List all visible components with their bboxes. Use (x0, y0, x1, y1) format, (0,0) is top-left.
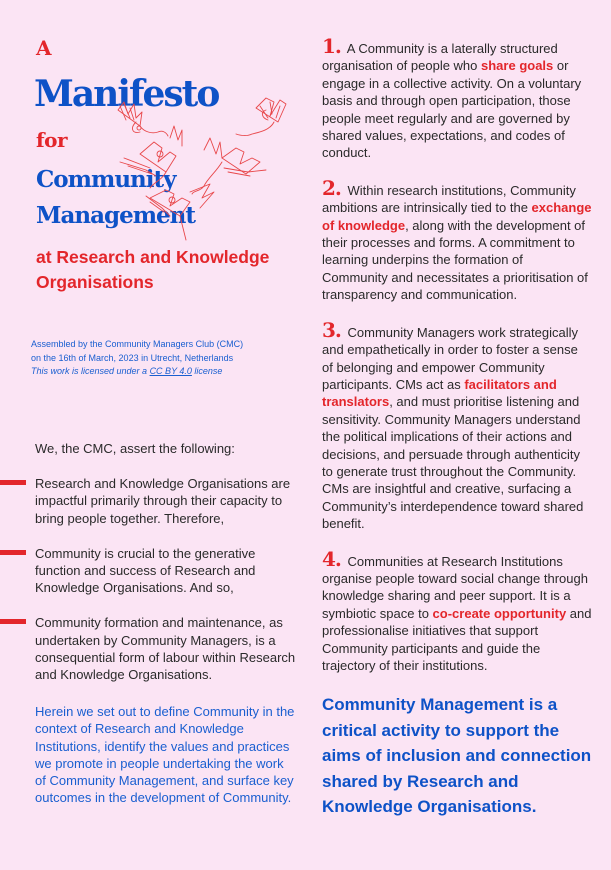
manifesto-item (322, 175, 592, 304)
assertion-text: Research and Knowledge Organisations are impactful primarily through their capacity to bring people together. Therefore, (35, 476, 291, 526)
red-dash-marker (0, 480, 26, 485)
title-a: A (36, 36, 52, 60)
manifesto-item (322, 317, 592, 533)
credits-date-location: on the 16th of March, 2023 in Utrecht, Netherlands (31, 352, 234, 363)
license-link[interactable]: CC BY 4.0 (149, 366, 192, 376)
item-highlight: facilitators and translators (322, 376, 557, 410)
red-dash-marker (0, 619, 26, 624)
assertion-point (35, 614, 297, 683)
red-dash-marker (0, 550, 26, 555)
item-text-before: Within research institutions, Community ambitions are intrinsically tied to the (322, 182, 576, 216)
manifesto-item (322, 36, 592, 162)
license-prefix: This work is licensed under a (31, 366, 150, 376)
license-suffix: license (191, 366, 223, 376)
item-number: 3. (322, 317, 341, 342)
item-text-after: , along with the development of their processes and forms. A commitment to learning underpins the formation of Community and necessitates a prioritisation of transparency and communication. (322, 217, 588, 303)
item-number: 4. (322, 546, 341, 571)
item-text-before: Community Managers work strategically and empathetically in order to foster a sense of belonging and empower Community participants. CMs act as (322, 324, 578, 392)
item-highlight: share goals (481, 58, 554, 74)
license-notice (31, 365, 301, 379)
assertion-point (35, 475, 297, 527)
credits-assembled-by: Assembled by the Community Managers Club (CMC) (31, 339, 244, 349)
title-community: Community (36, 166, 176, 193)
title-management: Management (36, 202, 196, 229)
item-text-after: and professionalise initiatives that support Community participants and guide the trajectory of their institutions. (322, 605, 592, 673)
manifesto-item (322, 546, 592, 675)
item-highlight: exchange of knowledge (322, 200, 592, 233)
assert-statement: We, the CMC, assert the following: (35, 441, 235, 456)
right-column (322, 36, 592, 837)
item-text-before: Communities at Research Institutions organise people toward social change through knowledge sharing and peer support. It is a symbiotic space to (322, 553, 588, 621)
assertion-point (35, 545, 297, 597)
item-text-before: A Community is a laterally structured organisation of people who (322, 41, 558, 74)
crane-icon (236, 98, 286, 136)
item-text-after: , and must prioritise listening and sensitivity. Community Managers understand the political implications of their actions and decisions, and persuade through authenticity to generate trust throughout the Community. CMs are insightful and creative, surfacing a Community’s interdependence toward shared benefit. (322, 394, 584, 532)
item-number: 1. (322, 34, 341, 58)
left-column (35, 440, 297, 819)
closing-statement: Community Management is a critical activity to support the aims of inclusion and connection shared by Research and Knowledge Organisations. (322, 695, 592, 817)
item-number: 2. (322, 175, 341, 200)
credits (31, 338, 301, 379)
assertion-text: Community is crucial to the generative function and success of Research and Knowledge Organisations. And so, (35, 545, 256, 596)
item-text-after: or engage in a collective activity. On a voluntary basis and through open participation, those people meet regularly and are governed by shared values, expectations, and codes of conduct. (322, 58, 582, 161)
subtitle: at Research and Knowledge Organisations (36, 247, 270, 292)
crane-icon (192, 138, 266, 194)
title-manifesto: Manifesto (34, 73, 219, 115)
assertion-text: Community formation and maintenance, as undertaken by Community Managers, is a consequential form of labour within Research and Knowledge Organisations. (35, 615, 296, 683)
intro-paragraph: Herein we set out to define Community in the context of Research and Knowledge Institutions, identify the values and practices we promote in people undertaking the work of Community Management, and surface key outcomes in the development of Community. (35, 704, 295, 806)
item-highlight: co-create opportunity (432, 605, 567, 621)
title-for: for (36, 128, 67, 152)
